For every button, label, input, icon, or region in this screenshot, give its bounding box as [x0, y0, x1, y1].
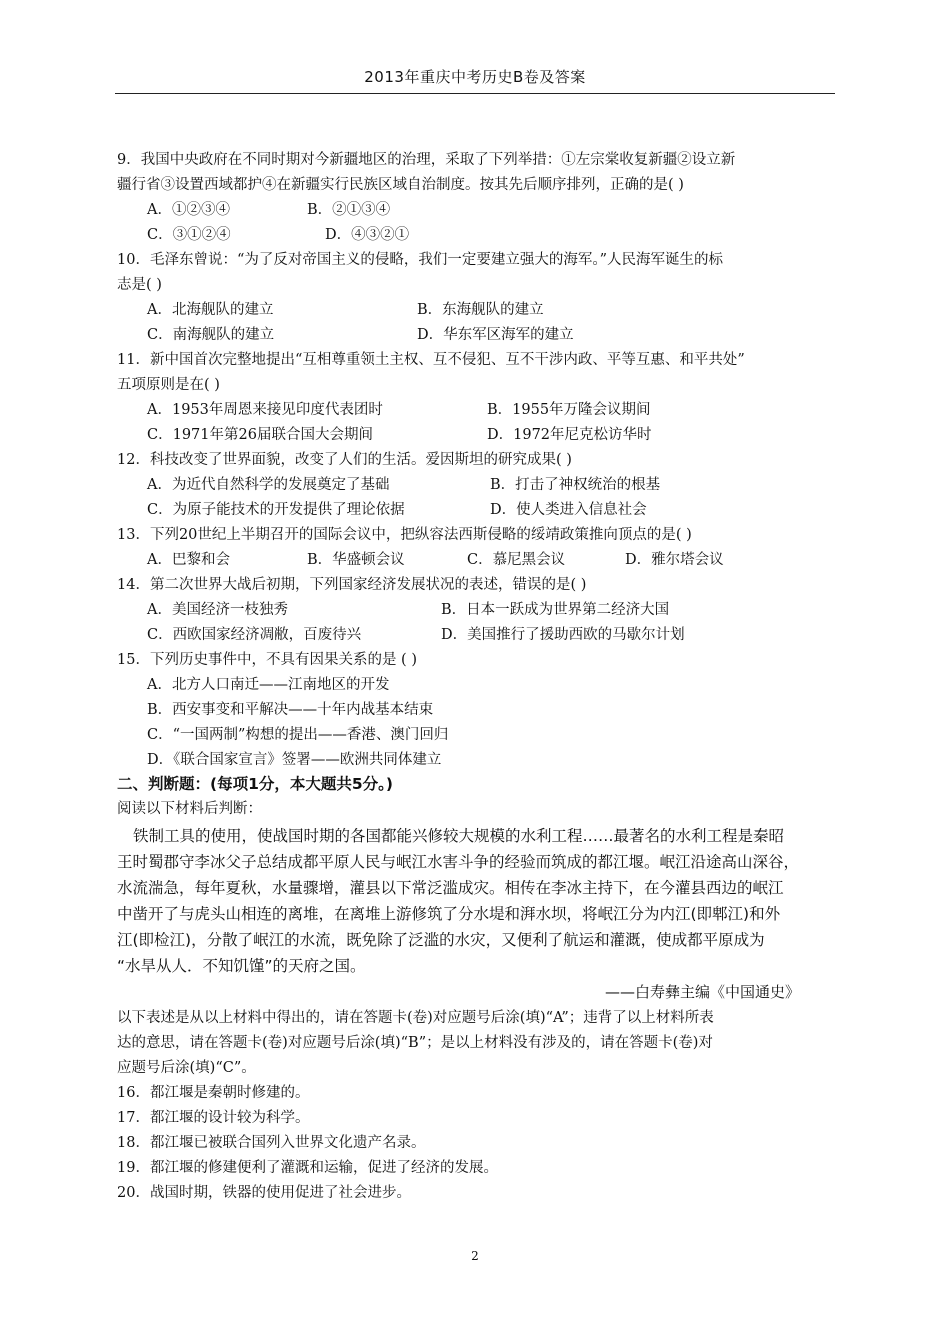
- header-rule: [115, 93, 835, 94]
- judgment-item-20: 20．战国时期，铁器的使用促进了社会进步。: [117, 1185, 411, 1201]
- q15-option-c: C．“一国两制”构想的提出——香港、澳门回归: [147, 727, 449, 743]
- instruction-line: 达的意思，请在答题卡(卷)对应题号后涂(填)“B”；是以上材料没有涉及的，请在答题卡(卷)对: [117, 1035, 713, 1051]
- q11-stem-line2: 五项原则是在( ): [117, 377, 220, 393]
- q9-stem-line2: 疆行省③设置西域都护④在新疆实行民族区域自治制度。按其先后顺序排列，正确的是( ): [117, 177, 684, 193]
- q13-stem: 13．下列20世纪上半期召开的国际会议中，把纵容法西斯侵略的绥靖政策推向顶点的是( ): [117, 527, 692, 543]
- q13-option-d: D．雅尔塔会议: [625, 552, 724, 568]
- q11-option-c: C．1971年第26届联合国大会期间: [147, 427, 373, 443]
- material-line: 铁制工具的使用，使战国时期的各国都能兴修较大规模的水利工程……最著名的水利工程是秦昭: [133, 827, 785, 845]
- q10-stem-line2: 志是( ): [117, 277, 162, 293]
- section2-intro: 阅读以下材料后判断：: [117, 801, 262, 817]
- q14-option-a: A．美国经济一枝独秀: [147, 602, 288, 618]
- q14-option-d: D．美国推行了援助西欧的马歇尔计划: [441, 627, 685, 643]
- q11-option-b: B．1955年万隆会议期间: [487, 402, 651, 418]
- q10-stem-line1: 10．毛泽东曾说：“为了反对帝国主义的侵略，我们一定要建立强大的海军。”人民海军诞生的标: [117, 252, 724, 268]
- section2-heading: 二、判断题：(每项1分，本大题共5分。): [117, 775, 393, 793]
- q13-option-c: C．慕尼黑会议: [467, 552, 566, 568]
- q10-option-b: B．东海舰队的建立: [417, 302, 544, 318]
- material-line: 王时蜀郡守李冰父子总结成都平原人民与岷江水害斗争的经验而筑成的都江堰。岷江沿途高山深谷，: [117, 853, 800, 871]
- q12-option-c: C．为原子能技术的开发提供了理论依据: [147, 502, 405, 518]
- page-header-title: 2013年重庆中考历史B卷及答案: [364, 68, 586, 86]
- q12-stem: 12．科技改变了世界面貌，改变了人们的生活。爱因斯坦的研究成果( ): [117, 452, 572, 468]
- material-line: 江(即检江)，分散了岷江的水流，既免除了泛滥的水灾，又便利了航运和灌溉，使成都平原成为: [117, 931, 765, 949]
- q10-option-c: C．南海舰队的建立: [147, 327, 275, 343]
- q15-option-d: D．《联合国家宣言》签署——欧洲共同体建立: [147, 752, 442, 768]
- q9-option-b: B．②①③④: [307, 202, 391, 218]
- q14-stem: 14．第二次世界大战后初期，下列国家经济发展状况的表述，错误的是( ): [117, 577, 587, 593]
- judgment-item-18: 18．都江堰已被联合国列入世界文化遗产名录。: [117, 1135, 426, 1151]
- material-source: ——白寿彝主编《中国通史》: [605, 983, 801, 1001]
- q9-option-a: A．①②③④: [147, 202, 230, 218]
- q10-option-a: A．北海舰队的建立: [147, 302, 274, 318]
- q13-option-b: B．华盛顿会议: [307, 552, 405, 568]
- q11-option-a: A．1953年周恩来接见印度代表团时: [147, 402, 383, 418]
- material-line: 中凿开了与虎头山相连的离堆，在离堆上游修筑了分水堤和湃水坝，将岷江分为内江(即郫江)和外: [117, 905, 781, 923]
- q14-option-b: B．日本一跃成为世界第二经济大国: [441, 602, 670, 618]
- q14-option-c: C．西欧国家经济凋敝，百废待兴: [147, 627, 362, 643]
- material-line: 水流湍急，每年夏秋，水量骤增，灌县以下常泛滥成灾。相传在李冰主持下，在今灌县西边的岷江: [117, 879, 784, 897]
- instruction-line: 以下表述是从以上材料中得出的，请在答题卡(卷)对应题号后涂(填)“A”；违背了以上材料所表: [117, 1010, 714, 1026]
- q10-option-d: D．华东军区海军的建立: [417, 327, 574, 343]
- q9-option-c: C．③①②④: [147, 227, 231, 243]
- q11-stem-line1: 11．新中国首次完整地提出“互相尊重领土主权、互不侵犯、互不干涉内政、平等互惠、和平共处”: [117, 352, 745, 368]
- q12-option-b: B．打击了神权统治的根基: [490, 477, 661, 493]
- page-number: 2: [471, 1249, 479, 1263]
- q15-stem: 15．下列历史事件中，不具有因果关系的是 ( ): [117, 652, 417, 668]
- judgment-item-17: 17．都江堰的设计较为科学。: [117, 1110, 310, 1126]
- q12-option-a: A．为近代自然科学的发展奠定了基础: [147, 477, 390, 493]
- q15-option-b: B．西安事变和平解决——十年内战基本结束: [147, 702, 434, 718]
- q13-option-a: A．巴黎和会: [147, 552, 230, 568]
- q9-stem-line1: 9．我国中央政府在不同时期对今新疆地区的治理，采取了下列举措：①左宗棠收复新疆②设立新: [117, 152, 736, 168]
- q9-option-d: D．④③②①: [325, 227, 410, 243]
- q12-option-d: D．使人类进入信息社会: [490, 502, 647, 518]
- judgment-item-16: 16．都江堰是秦朝时修建的。: [117, 1085, 310, 1101]
- material-line: “水旱从人．不知饥馑”的天府之国。: [117, 957, 366, 975]
- judgment-item-19: 19．都江堰的修建便利了灌溉和运输，促进了经济的发展。: [117, 1160, 498, 1176]
- q11-option-d: D．1972年尼克松访华时: [487, 427, 652, 443]
- q15-option-a: A．北方人口南迁——江南地区的开发: [147, 677, 390, 693]
- instruction-line: 应题号后涂(填)“C”。: [117, 1060, 256, 1076]
